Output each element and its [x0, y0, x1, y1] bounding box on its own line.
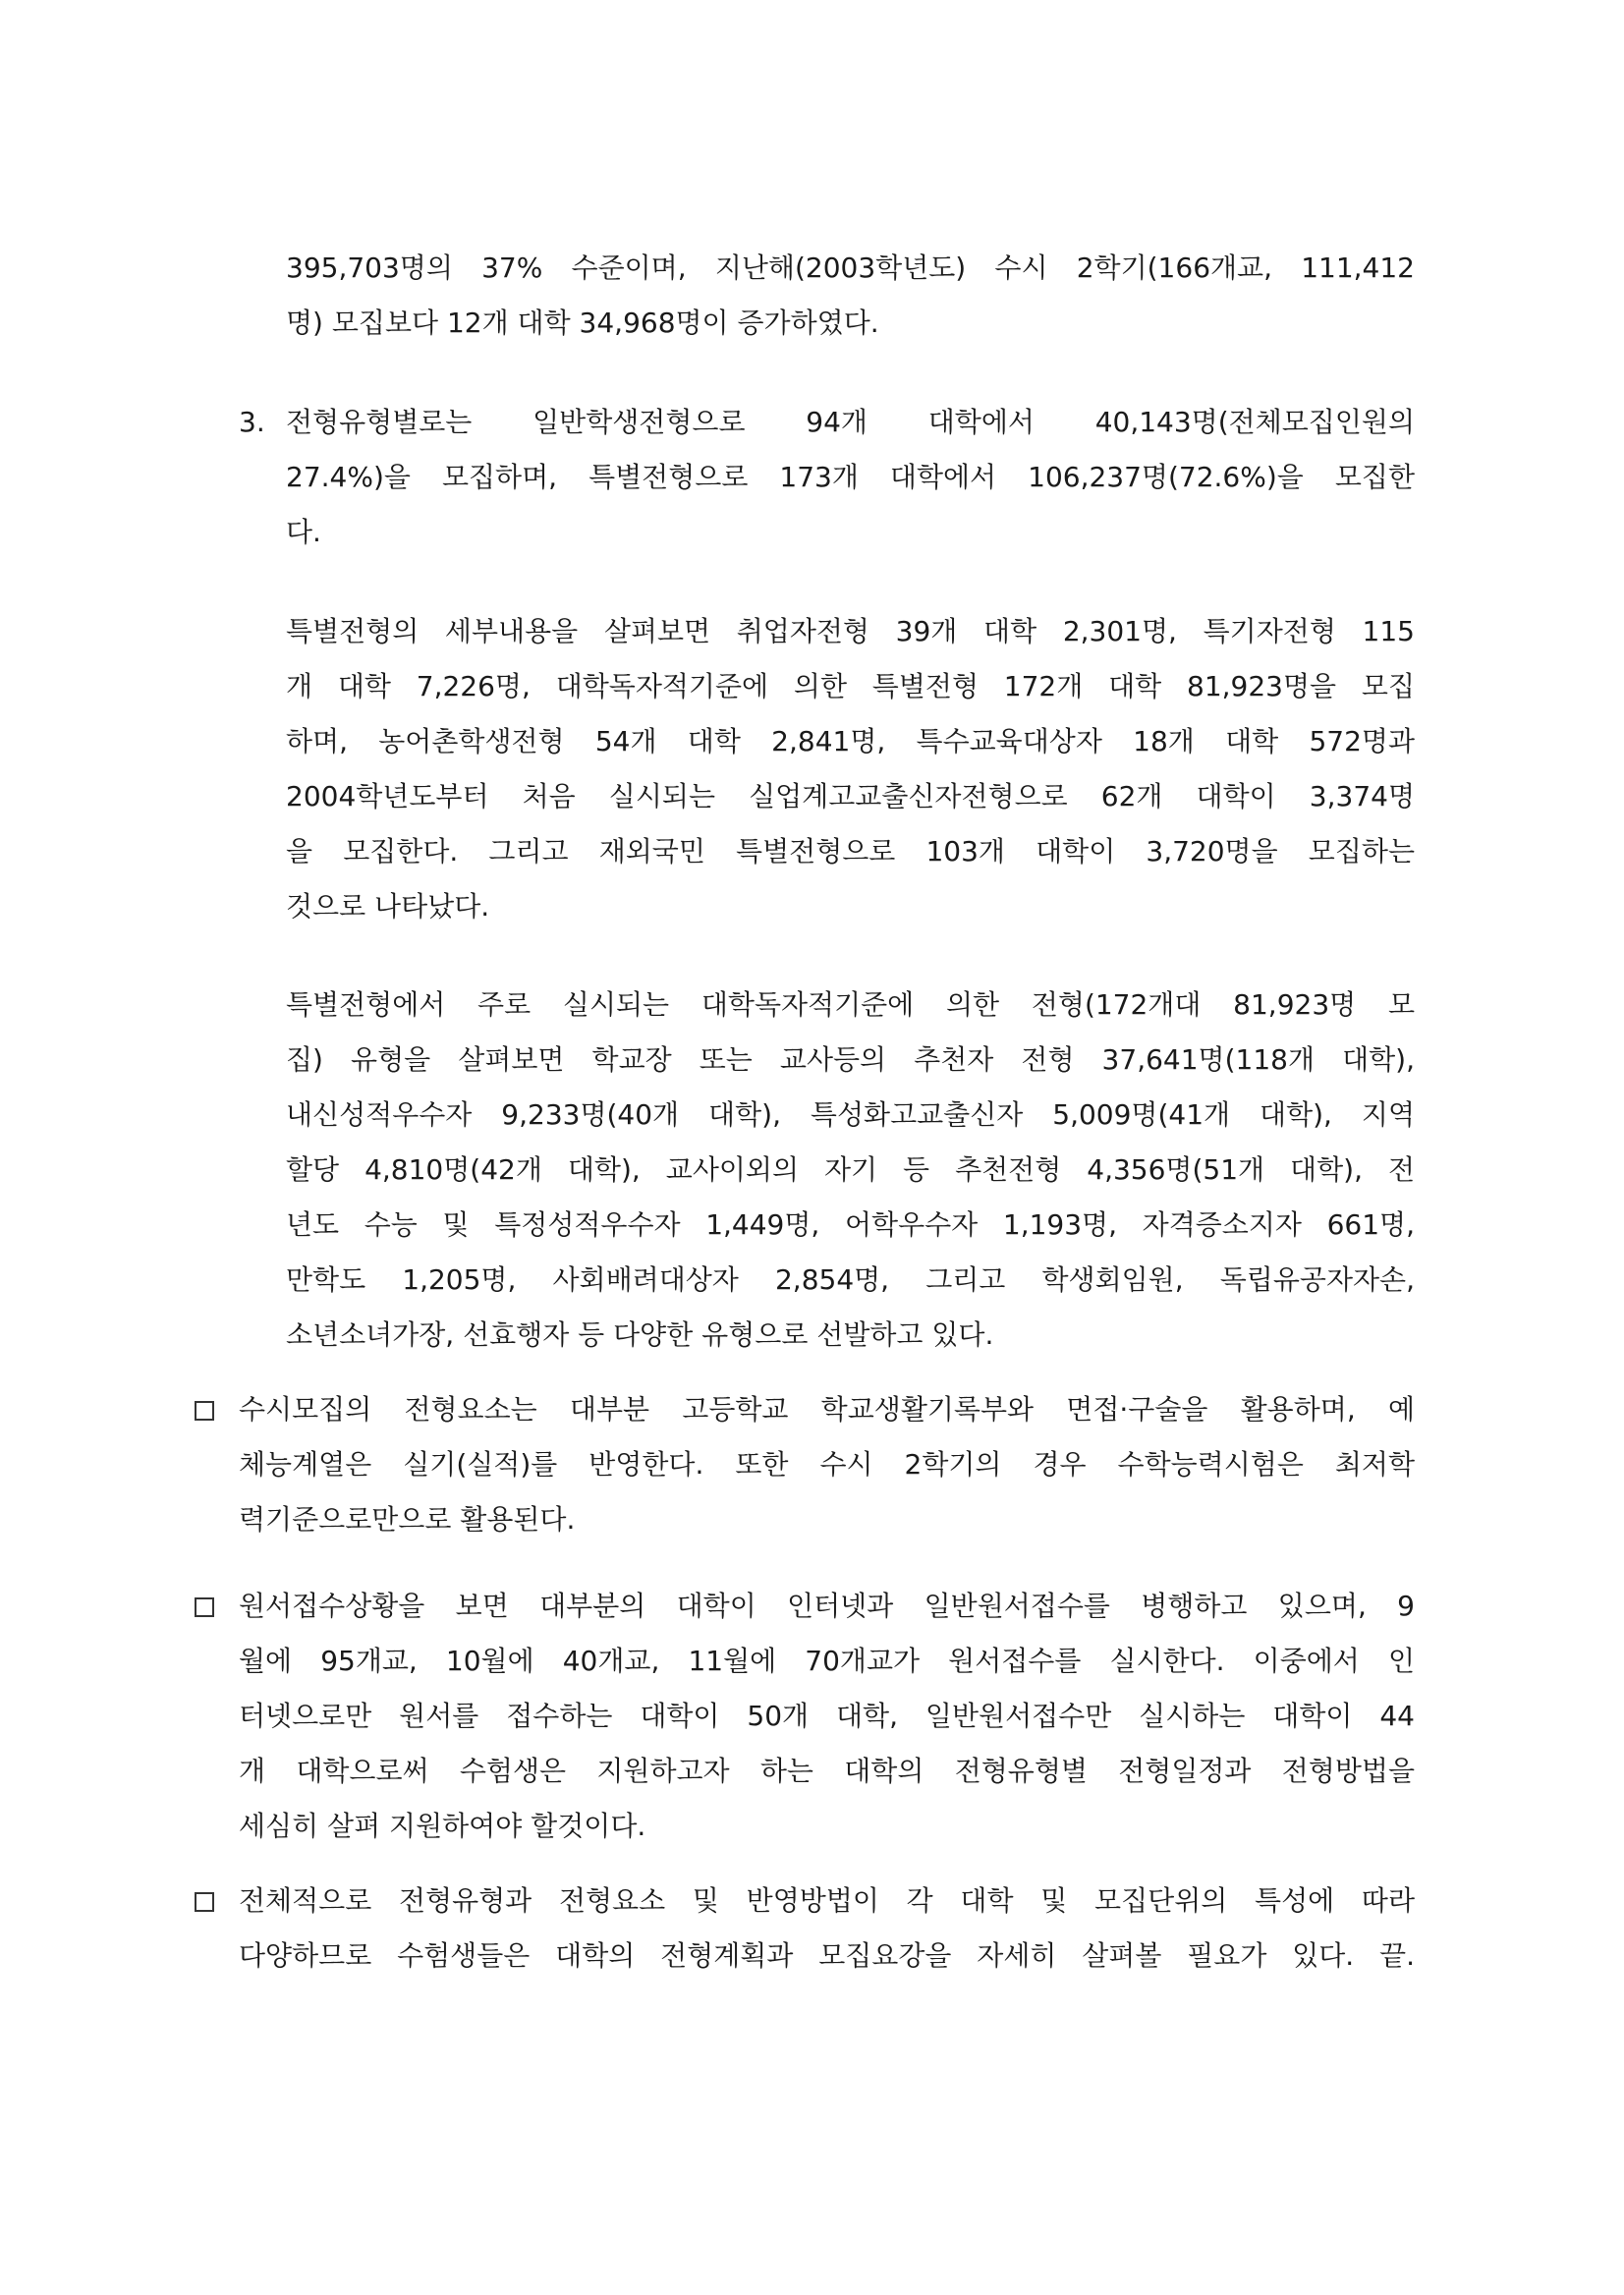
text-line: 다양하므로 수험생들은 대학의 전형계획과 모집요강을 자세히 살펴볼 필요가 있다. 끝.: [239, 1939, 1415, 1972]
text-line: 소년소녀가장, 선효행자 등 다양한 유형으로 선발하고 있다.: [286, 1318, 994, 1351]
text-line: 만학도 1,205명, 사회배려대상자 2,854명, 그리고 학생회임원, 독립유공자자손,: [286, 1263, 1415, 1296]
checkbox-bullet-icon: [195, 1892, 214, 1912]
text-line: 전체적으로 전형유형과 전형요소 및 반영방법이 각 대학 및 모집단위의 특성에 따라: [239, 1884, 1415, 1917]
text-line: 내신성적우수자 9,233명(40개 대학), 특성화고교출신자 5,009명(41개 대학), 지역: [286, 1098, 1415, 1131]
application-status-paragraph: [239, 1587, 1415, 1852]
text-line: 395,703명의 37% 수준이며, 지난해(2003학년도) 수시 2학기(166개교, 111,412: [286, 252, 1415, 284]
text-line: 다.: [286, 516, 321, 548]
text-line: 월에 95개교, 10월에 40개교, 11월에 70개교가 원서접수를 실시한다. 이중에서 인: [239, 1645, 1415, 1677]
text-line: 체능계열은 실기(실적)를 반영한다. 또한 수시 2학기의 경우 수학능력시험은 최저학: [239, 1448, 1415, 1481]
text-line: 할당 4,810명(42개 대학), 교사이외의 자기 등 추천전형 4,356명(51개 대학), 전: [286, 1153, 1415, 1186]
special-admission-detail-paragraph: [286, 612, 1415, 946]
text-line: 터넷으로만 원서를 접수하는 대학이 50개 대학, 일반원서접수만 실시하는 대학이 44: [239, 1700, 1415, 1732]
text-line: 2004학년도부터 처음 실시되는 실업계고교출신자전형으로 62개 대학이 3,374명: [286, 780, 1415, 812]
conclusion-paragraph: [239, 1881, 1415, 1980]
text-line: 것으로 나타났다.: [286, 890, 490, 923]
text-line: 개 대학으로써 수험생은 지원하고자 하는 대학의 전형유형별 전형일정과 전형방법을: [239, 1755, 1415, 1787]
text-line: 명) 모집보다 12개 대학 34,968명이 증가하였다.: [286, 307, 879, 339]
item-number: 3.: [239, 406, 265, 438]
text-line: 27.4%)을 모집하며, 특별전형으로 173개 대학에서 106,237명(72.6%)을 모집한: [286, 461, 1415, 493]
continuation-paragraph: [286, 249, 1415, 347]
text-line: 력기준으로만으로 활용된다.: [239, 1503, 576, 1536]
text-line: 년도 수능 및 특정성적우수자 1,449명, 어학우수자 1,193명, 자격증소지자 661명,: [286, 1208, 1415, 1241]
text-line: 수시모집의 전형요소는 대부분 고등학교 학교생활기록부와 면접·구술을 활용하며, 예: [239, 1393, 1415, 1426]
text-line: 하며, 농어촌학생전형 54개 대학 2,841명, 특수교육대상자 18개 대학 572명과: [286, 725, 1415, 757]
text-line: 전형유형별로는 일반학생전형으로 94개 대학에서 40,143명(전체모집인원의: [286, 406, 1415, 438]
text-line: 특별전형에서 주로 실시되는 대학독자적기준에 의한 전형(172개대 81,923명 모: [286, 988, 1415, 1021]
independent-criteria-paragraph: [286, 985, 1415, 1378]
text-line: 원서접수상황을 보면 대부분의 대학이 인터넷과 일반원서접수를 병행하고 있으며, 9: [239, 1590, 1415, 1622]
text-line: 집) 유형을 살펴보면 학교장 또는 교사등의 추천자 전형 37,641명(118개 대학),: [286, 1043, 1415, 1076]
text-line: 특별전형의 세부내용을 살펴보면 취업자전형 39개 대학 2,301명, 특기자전형 115: [286, 615, 1415, 647]
text-line: 개 대학 7,226명, 대학독자적기준에 의한 특별전형 172개 대학 81,923명을 모집: [286, 670, 1415, 702]
item-3-paragraph: [286, 403, 1415, 550]
checkbox-bullet-icon: [195, 1597, 214, 1617]
checkbox-bullet-icon: [195, 1401, 214, 1421]
text-line: 을 모집한다. 그리고 재외국민 특별전형으로 103개 대학이 3,720명을 모집하는: [286, 835, 1415, 868]
text-line: 세심히 살펴 지원하여야 할것이다.: [239, 1810, 646, 1842]
admission-elements-paragraph: [239, 1390, 1415, 1538]
